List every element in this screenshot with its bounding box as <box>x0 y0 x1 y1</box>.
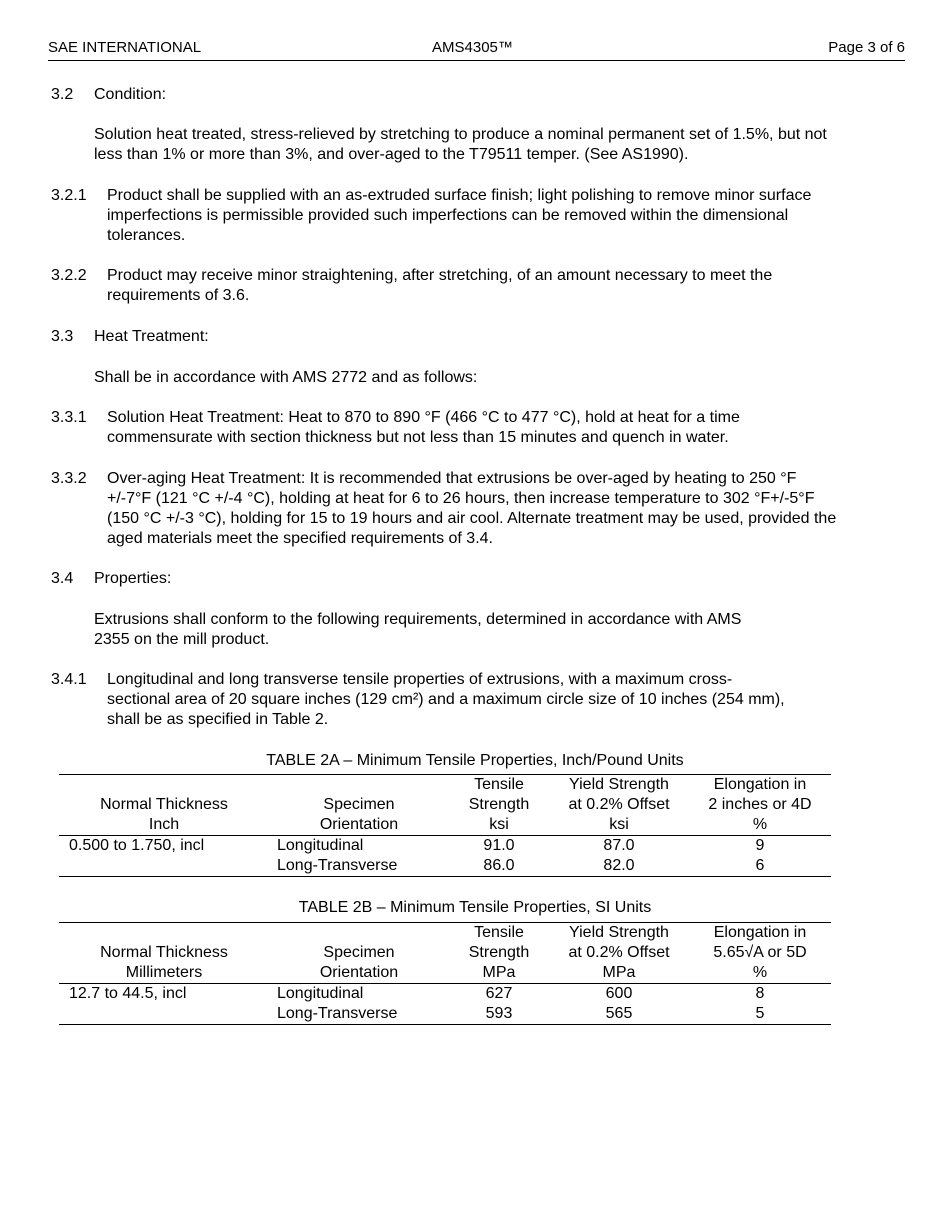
header-cell: Strength <box>468 944 530 961</box>
section-number: 3.2.2 <box>51 267 87 284</box>
table-cell: 8 <box>755 985 765 1002</box>
table-cell: Longitudinal <box>277 837 364 854</box>
header-cell <box>269 775 449 796</box>
table-cell: 9 <box>755 837 765 854</box>
header-cell: ksi <box>449 815 549 836</box>
section-number: 3.4 <box>51 570 74 587</box>
header-cell: at 0.2% Offset <box>568 796 670 813</box>
table-cell: Long-Transverse <box>277 857 398 874</box>
header-cell <box>59 923 269 944</box>
section-text: Product may receive minor straightening, after stretching, of an amount necessary to meet the requirements of 3.6. <box>107 267 773 304</box>
header-organization: SAE INTERNATIONAL <box>48 39 202 56</box>
section-3-3-2 <box>0 469 950 549</box>
table-cell: 5 <box>755 1005 765 1022</box>
header-cell <box>269 923 449 944</box>
header-document-id: AMS4305™ <box>432 39 513 56</box>
table-cell: 86.0 <box>483 857 515 874</box>
header-cell: Millimeters <box>59 963 269 984</box>
section-text: Product shall be supplied with an as-extruded surface finish; light polishing to remove minor surface imperfections is permissible provided such imperfections can be removed within the dimensional tolerances. <box>107 187 812 244</box>
page-header <box>48 38 905 61</box>
table-header-row <box>59 775 831 796</box>
table-cell: Longitudinal <box>277 985 364 1002</box>
section-3-2-1 <box>0 186 950 246</box>
table-cell: 593 <box>485 1005 513 1022</box>
header-cell: Yield Strength <box>569 924 669 941</box>
table-cell <box>59 1004 269 1025</box>
header-cell: Strength <box>468 796 530 813</box>
table-header-row <box>59 795 831 815</box>
table-cell: 82.0 <box>603 857 635 874</box>
header-cell: MPa <box>549 963 689 984</box>
header-cell: MPa <box>449 963 549 984</box>
table-row <box>59 856 831 877</box>
section-3-3-body: Shall be in accordance with AMS 2772 and as follows: <box>94 369 478 386</box>
section-title: Heat Treatment: <box>94 328 209 345</box>
section-title: Properties: <box>94 570 172 587</box>
header-cell: Tensile <box>474 924 524 941</box>
table-cell <box>59 856 269 877</box>
table-cell: 91.0 <box>483 837 515 854</box>
header-cell: Orientation <box>269 963 449 984</box>
header-cell: Inch <box>59 815 269 836</box>
table-2a <box>59 774 831 877</box>
header-cell: Specimen <box>323 796 395 813</box>
section-number: 3.4.1 <box>51 671 87 688</box>
table-header-row <box>59 923 831 944</box>
table-row <box>59 836 831 857</box>
header-cell: Orientation <box>269 815 449 836</box>
section-3-2-body: Solution heat treated, stress-relieved by stretching to produce a nominal permanent set of 1.5%, but not less than 1% or more than 3%, and over-aged to the T79511 temper. (See AS1990). <box>94 126 827 163</box>
section-number: 3.3.2 <box>51 470 87 487</box>
table-cell: 565 <box>605 1005 633 1022</box>
table-2b <box>59 922 831 1025</box>
table-2b-caption: TABLE 2B – Minimum Tensile Properties, SI Units <box>298 899 652 916</box>
header-cell: Normal Thickness <box>100 944 228 961</box>
table-cell: 627 <box>485 985 513 1002</box>
header-cell: at 0.2% Offset <box>568 944 670 961</box>
header-cell <box>59 775 269 796</box>
table-cell: 600 <box>605 985 633 1002</box>
table-2a-caption: TABLE 2A – Minimum Tensile Properties, Inch/Pound Units <box>266 752 684 769</box>
table-header-row <box>59 963 831 984</box>
header-cell: % <box>689 963 831 984</box>
header-cell: Elongation in <box>713 776 807 793</box>
section-3-2-2 <box>0 266 950 306</box>
header-cell: ksi <box>549 815 689 836</box>
section-number: 3.3.1 <box>51 409 87 426</box>
header-cell: Yield Strength <box>569 776 669 793</box>
section-text: Solution Heat Treatment: Heat to 870 to 890 °F (466 °C to 477 °C), hold at heat for a time commensurate with section thickness but not less than 15 minutes and quench in water. <box>107 409 740 446</box>
table-header-row <box>59 815 831 836</box>
header-page-number: Page 3 of 6 <box>828 39 905 56</box>
table-cell: 6 <box>755 857 765 874</box>
table-row <box>59 1004 831 1025</box>
section-number: 3.2.1 <box>51 187 87 204</box>
header-cell: Specimen <box>323 944 395 961</box>
section-3-4-1 <box>0 670 950 730</box>
section-text: Longitudinal and long transverse tensile properties of extrusions, with a maximum cross-sectional area of 20 square inches (129 cm²) and a maximum circle size of 10 inches (254 mm), shall be as specified in Table 2. <box>107 671 785 728</box>
header-cell: 2 inches or 4D <box>708 796 812 813</box>
table-cell: 12.7 to 44.5, incl <box>69 985 187 1002</box>
section-3-4-body: Extrusions shall conform to the following requirements, determined in accordance with AMS 2355 on the mill product. <box>94 611 742 648</box>
header-cell: Elongation in <box>713 924 807 941</box>
header-cell: Tensile <box>474 776 524 793</box>
table-cell: 87.0 <box>603 837 635 854</box>
header-cell: 5.65√A or 5D <box>713 944 807 961</box>
section-title: Condition: <box>94 86 167 103</box>
table-cell: 0.500 to 1.750, incl <box>69 837 205 854</box>
header-cell: Normal Thickness <box>100 796 228 813</box>
table-row <box>59 984 831 1005</box>
section-number: 3.3 <box>51 328 74 345</box>
section-3-3-1 <box>0 408 950 448</box>
table-cell: Long-Transverse <box>277 1005 398 1022</box>
table-header-row <box>59 943 831 963</box>
header-cell: % <box>689 815 831 836</box>
section-text: Over-aging Heat Treatment: It is recommended that extrusions be over-aged by heating to 250 °F +/-7°F (121 °C +/-4 °C), holding at heat for 6 to 26 hours, then increase temperature to 302 °F+/-5°F (150 °C +/-3 °C), holding for 15 to 19 hours and air cool. Alternate treatment may be used, provided the aged materials meet the specified requirements of 3.4. <box>107 470 837 547</box>
section-number: 3.2 <box>51 86 74 103</box>
